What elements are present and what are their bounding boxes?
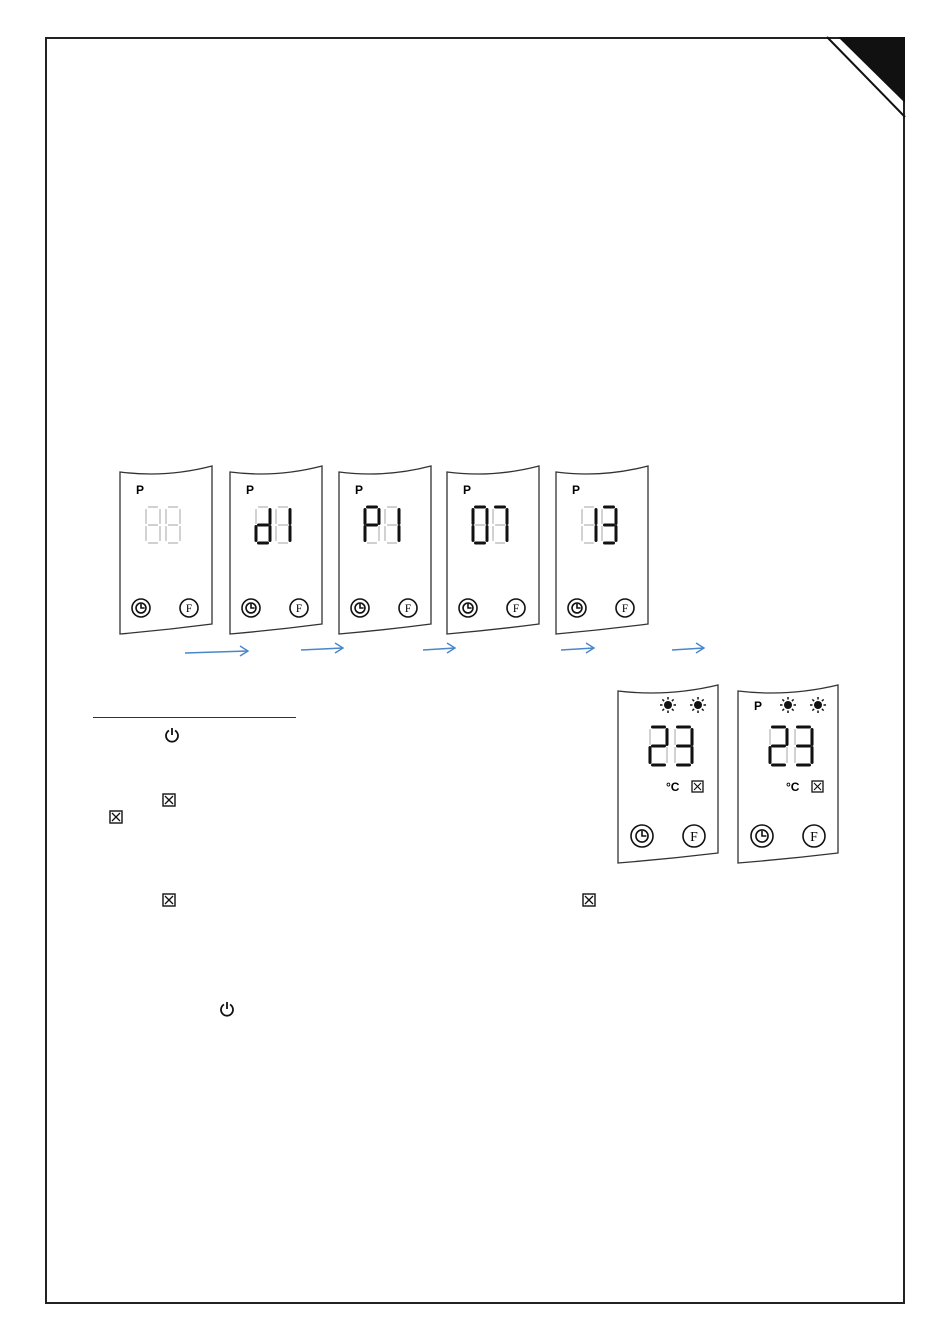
p-label: P [754,699,763,713]
p-label: P [355,483,364,497]
arrow [423,643,455,653]
p-label: P [572,483,581,497]
arrow [301,643,343,653]
fan-mode-icon [582,893,596,907]
arrow [672,643,704,653]
f-letter: F [690,828,698,844]
fan-mode-icon [162,893,176,907]
f-letter: F [810,828,818,844]
sun-icon [810,697,826,713]
temp-unit: °C [666,780,680,794]
sun-icon [780,697,796,713]
sun-icon [660,697,676,713]
power-icon [164,727,180,743]
f-letter: F [621,603,629,616]
f-letter: F [404,603,412,616]
p-label: P [463,483,472,497]
temp-unit: °C [786,780,800,794]
fan-mode-icon [109,810,123,824]
p-label: P [246,483,255,497]
arrow [185,646,248,656]
fan-mode-icon [162,793,176,807]
result-panel-1 [616,683,720,863]
section-divider [93,717,296,718]
f-letter: F [512,603,520,616]
f-letter: F [295,603,303,616]
f-letter: F [185,603,193,616]
power-icon [219,1001,235,1017]
arrow [561,643,594,653]
result-panel-2 [736,683,840,863]
sun-icon [690,697,706,713]
p-label: P [136,483,145,497]
